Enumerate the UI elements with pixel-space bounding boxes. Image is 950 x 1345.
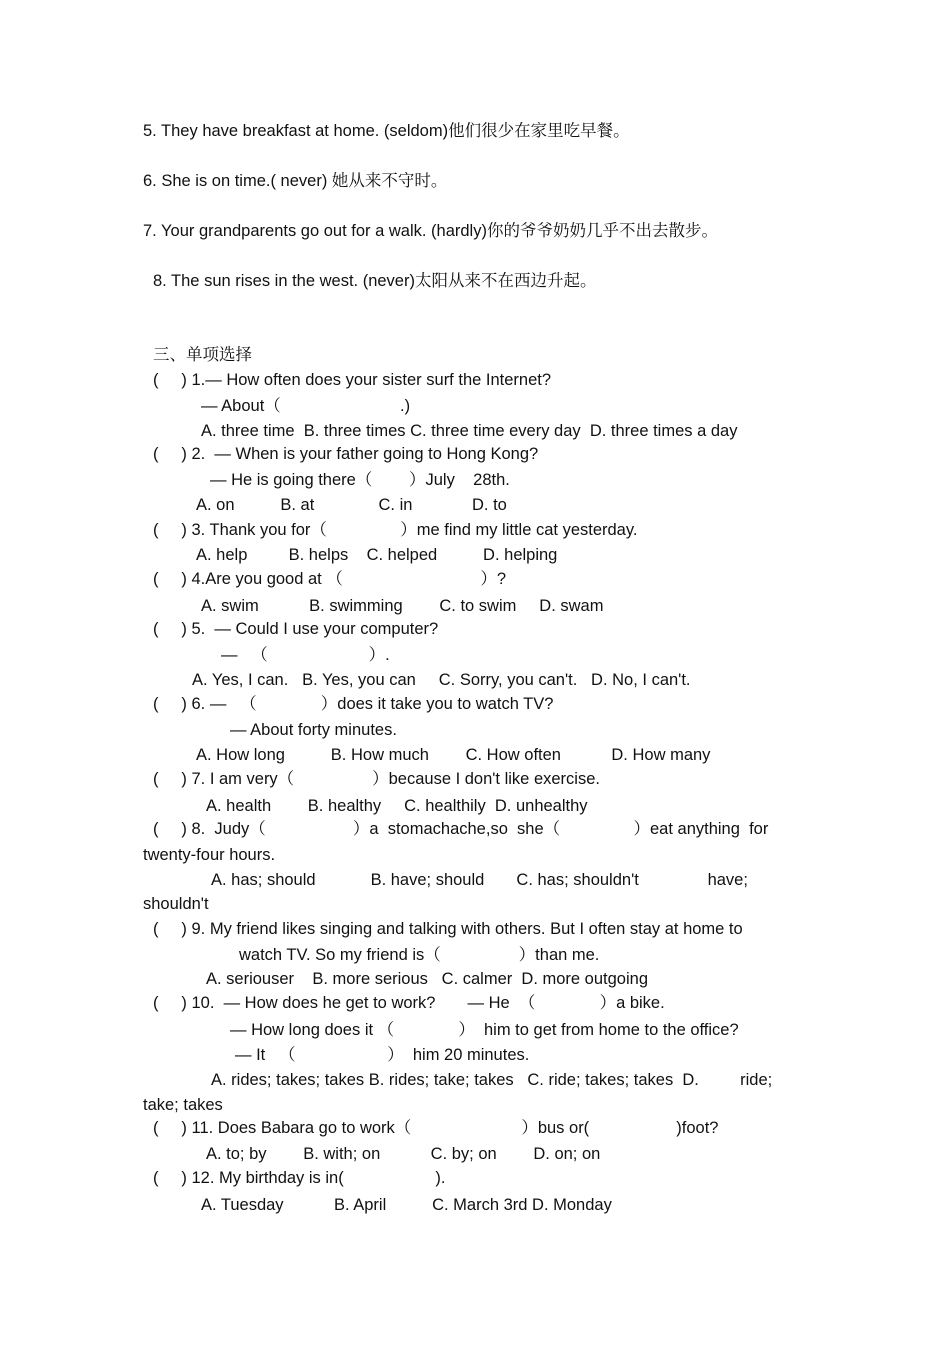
question-1: ( ) 1.— How often does your sister surf the Internet? bbox=[153, 371, 552, 389]
question-12-options: A. Tuesday B. April C. March 3rd D. Monday bbox=[201, 1196, 612, 1214]
question-1-answer-line: — About（ .) bbox=[201, 397, 411, 415]
question-2: ( ) 2. — When is your father going to Hong Kong? bbox=[153, 445, 539, 463]
question-1-options: A. three time B. three times C. three time every day D. three times a day bbox=[201, 422, 738, 440]
question-11: ( ) 11. Does Babara go to work（ ）bus or( )foot? bbox=[153, 1119, 719, 1137]
question-6-options: A. How long B. How much C. How often D. How many bbox=[196, 746, 711, 764]
question-8-options-continuation: shouldn't bbox=[143, 895, 209, 913]
question-2-options: A. on B. at C. in D. to bbox=[196, 496, 507, 514]
question-10-options-continuation: take; takes bbox=[143, 1096, 223, 1114]
question-10-options: A. rides; takes; takes B. rides; take; takes C. ride; takes; takes D. ride; bbox=[211, 1071, 773, 1089]
question-9: ( ) 9. My friend likes singing and talking with others. But I often stay at home to bbox=[153, 920, 743, 938]
question-4-options: A. swim B. swimming C. to swim D. swam bbox=[201, 597, 604, 615]
question-5-answer-line: — （ ）. bbox=[221, 646, 390, 664]
question-8-options: A. has; should B. have; should C. has; shouldn't have; bbox=[211, 871, 748, 889]
question-11-options: A. to; by B. with; on C. by; on D. on; on bbox=[206, 1145, 601, 1163]
section-heading: 三、单项选择 bbox=[153, 345, 252, 364]
question-7: ( ) 7. I am very（ ）because I don't like exercise. bbox=[153, 770, 600, 788]
question-5-options: A. Yes, I can. B. Yes, you can C. Sorry, you can't. D. No, I can't. bbox=[192, 671, 691, 689]
sentence-8: 8. The sun rises in the west. (never)太阳从来不在西边升起。 bbox=[153, 272, 597, 290]
question-10-line-2: — How long does it （ ） him to get from home to the office? bbox=[230, 1021, 739, 1039]
question-8: ( ) 8. Judy（ ）a stomachache,so she（ ）eat anything for bbox=[153, 820, 769, 838]
question-3-options: A. help B. helps C. helped D. helping bbox=[196, 546, 558, 564]
question-4: ( ) 4.Are you good at （ ）? bbox=[153, 570, 507, 588]
sentence-6: 6. She is on time.( never) 她从来不守时。 bbox=[143, 172, 448, 190]
question-2-answer-line: — He is going there（ ）July 28th. bbox=[210, 471, 510, 489]
question-9-options: A. seriouser B. more serious C. calmer D. more outgoing bbox=[206, 970, 648, 988]
question-6: ( ) 6. — （ ）does it take you to watch TV? bbox=[153, 695, 554, 713]
question-10-line-3: — It （ ） him 20 minutes. bbox=[235, 1046, 530, 1064]
question-5: ( ) 5. — Could I use your computer? bbox=[153, 620, 439, 638]
question-3: ( ) 3. Thank you for（ ）me find my little cat yesterday. bbox=[153, 521, 638, 539]
sentence-7: 7. Your grandparents go out for a walk. (hardly)你的爷爷奶奶几乎不出去散步。 bbox=[143, 222, 718, 240]
question-12: ( ) 12. My birthday is in( ). bbox=[153, 1169, 446, 1187]
question-10: ( ) 10. — How does he get to work? — He （ ）a bike. bbox=[153, 994, 665, 1012]
question-7-options: A. health B. healthy C. healthily D. unhealthy bbox=[206, 797, 588, 815]
question-8-continuation: twenty-four hours. bbox=[143, 846, 276, 864]
question-9-continuation: watch TV. So my friend is（ ）than me. bbox=[239, 946, 600, 964]
sentence-5: 5. They have breakfast at home. (seldom)他们很少在家里吃早餐。 bbox=[143, 122, 630, 140]
question-6-answer-line: — About forty minutes. bbox=[230, 721, 397, 739]
